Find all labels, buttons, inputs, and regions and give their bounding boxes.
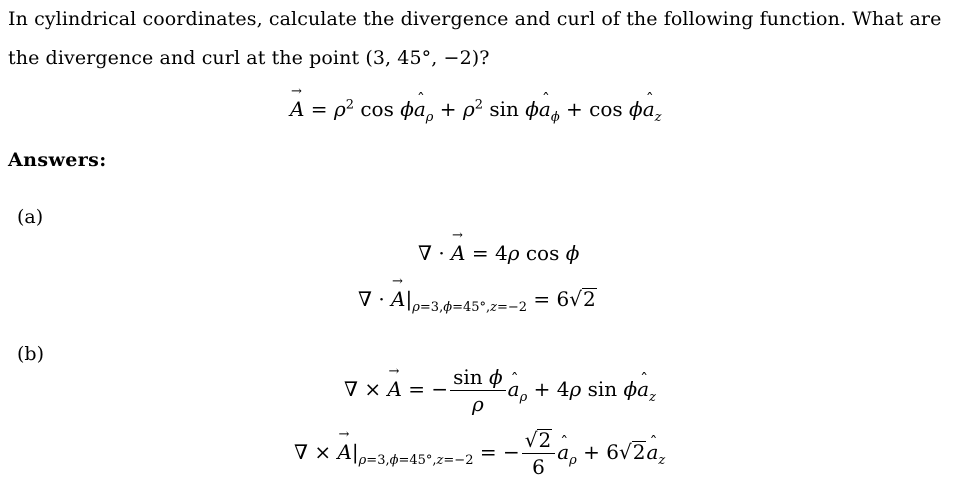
divergence-at-point-equation: ∇ · → $A|_{\rho=3,\phi=45^\circ,z=-2} = 6√2$ xyxy=(358,287,597,315)
problem-line-2: the divergence and curl at the point (3, 45°, −2)? xyxy=(8,47,490,69)
part-a-label: (a) xyxy=(17,206,44,228)
curl-at-point-equation: ∇ × → $A|_{\rho=3,\phi=45^\circ,z=-2}$ = − $\frac{√2}{6}$ ˆ $a_\rho$ + 6√2ˆ $a_z$ xyxy=(294,428,665,479)
vector-field-equation: → $A = \rho^2$ cos ϕˆ $a_\rho + \rho^2$ sin ϕˆ $a_\phi + \cos$ ϕˆ $a_z$ xyxy=(290,97,661,125)
divergence-equation: ∇ · → A = 4ρ cos ϕ xyxy=(418,241,579,265)
part-b-label: (b) xyxy=(17,343,44,365)
answers-heading: Answers: xyxy=(8,149,107,171)
problem-line-1: In cylindrical coordinates, calculate the divergence and curl of the following function. What are xyxy=(8,8,942,30)
curl-equation: ∇ × → A = − $\frac{\text{sin ϕ}}{\rho}$ ˆ $a_\rho + 4\rho$ sin ϕˆ $a_z$ xyxy=(344,365,656,416)
